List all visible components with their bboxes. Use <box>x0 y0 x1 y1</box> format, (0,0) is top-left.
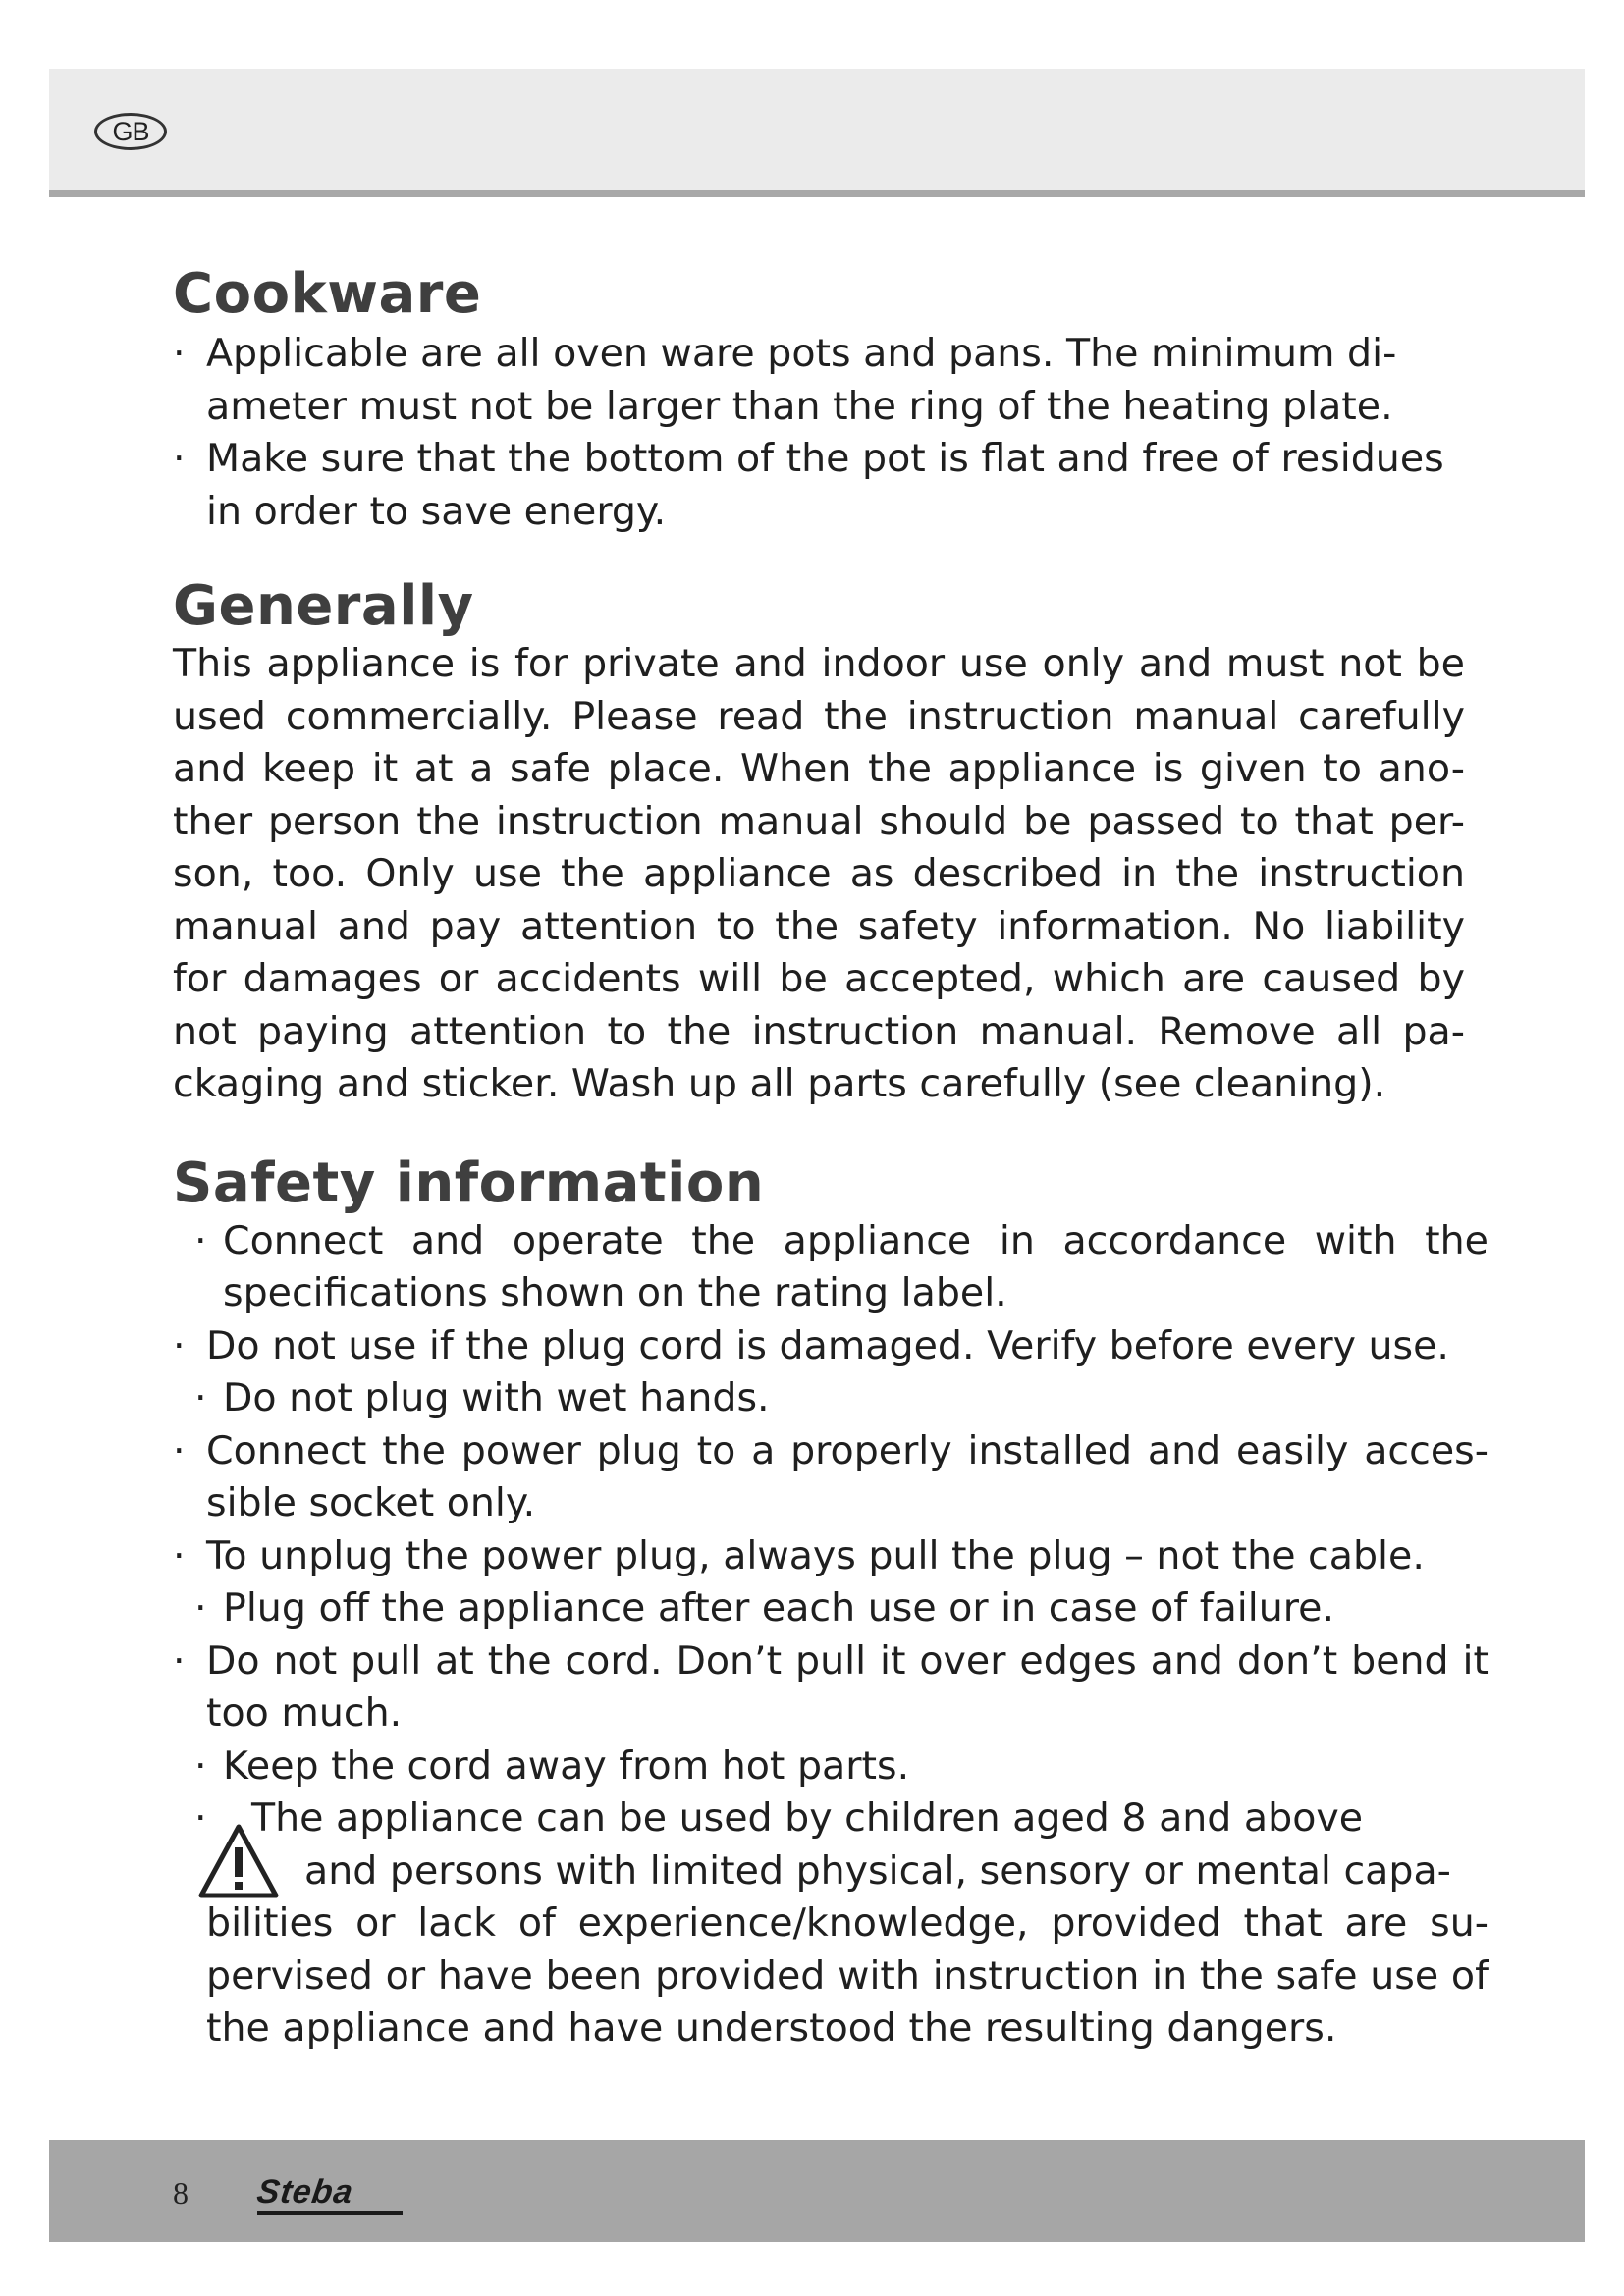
list-item <box>173 1215 1489 1320</box>
heading-cookware: Cookware <box>173 262 482 326</box>
item-text: Do not pull at the cord. Don’t pull it over edges and don’t bend it too much. <box>206 1637 1489 1735</box>
item-text: Do not plug with wet hands. <box>223 1375 770 1420</box>
warning-rest: bilities or lack of experience/knowledge, provided that are su-pervised or have been provided with instruction in the safe use of the appliance and have understood the resulting dangers. <box>206 1900 1489 2051</box>
list-item <box>173 1635 1489 1740</box>
heading-safety-information: Safety information <box>173 1150 765 1215</box>
list-item <box>173 1372 1489 1425</box>
page-header <box>49 69 1585 197</box>
line: ameter must not be larger than the ring of the heating plate. <box>206 383 1393 429</box>
list-item <box>173 328 1489 433</box>
bullet: · <box>194 1795 207 1841</box>
item-text: Keep the cord away from hot parts. <box>223 1742 910 1789</box>
heading-generally: Generally <box>173 574 474 638</box>
logo-underline <box>257 2211 403 2215</box>
section-cookware <box>173 263 1489 538</box>
bullet: · <box>173 1427 186 1473</box>
section-safety-information <box>173 1152 1489 2056</box>
warning-line-1: The appliance can be used by children aged 8 and above <box>251 1795 1364 1841</box>
item-text: Connect the power plug to a properly installed and easily acces-sible socket only. <box>206 1427 1489 1525</box>
bullet: · <box>194 1217 207 1263</box>
list-item <box>173 1582 1489 1635</box>
bullet: · <box>173 436 186 481</box>
warning-triangle-icon <box>198 1824 279 1898</box>
line: in order to save energy. <box>206 488 667 534</box>
brand-logo: Steba <box>254 2173 356 2211</box>
list-item <box>173 1425 1489 1530</box>
warning-line-2: and persons with limited physical, sensory or mental capa- <box>304 1847 1451 1894</box>
line: Make sure that the bottom of the pot is flat and free of residues <box>206 436 1444 481</box>
language-badge: GB <box>94 113 167 150</box>
item-text: Plug off the appliance after each use or in case of failure. <box>223 1585 1335 1630</box>
list-item <box>173 1530 1489 1583</box>
bullet: · <box>194 1585 207 1630</box>
bullet: · <box>173 1532 186 1578</box>
generally-paragraph: This appliance is for private and indoor use only and must not be used commercially. Please read the instruction manual carefully and keep it at a safe place. When the appliance is given to ano-ther person the instruction manual should be passed to that per-son, too. Only use the appliance as described in the instruction manual and pay attention to the safety information. No liability for damages or accidents will be accepted, which are caused by not paying attention to the instruction manual. Remove all pa-ckaging and sticker. Wash up all parts carefully (see cleaning). <box>173 641 1465 1106</box>
list-item-warning <box>173 1792 1489 2056</box>
line: Applicable are all oven ware pots and pans. The minimum di- <box>206 331 1397 376</box>
bullet: · <box>173 1322 186 1368</box>
safety-list <box>173 1215 1489 2056</box>
bullet: · <box>173 331 186 376</box>
bullet: · <box>194 1742 207 1789</box>
page-number: 8 <box>173 2175 189 2211</box>
section-generally <box>173 575 1489 1111</box>
bullet: · <box>194 1375 207 1420</box>
item-text: Connect and operate the appliance in accordance with the specifications shown on the rating label. <box>223 1217 1489 1315</box>
list-item <box>173 1740 1489 1793</box>
bullet: · <box>173 1637 186 1683</box>
item-text: To unplug the power plug, always pull the plug – not the cable. <box>206 1532 1425 1578</box>
page-content <box>173 263 1489 2056</box>
list-item <box>173 1320 1489 1373</box>
item-text: Do not use if the plug cord is damaged. Verify before every use. <box>206 1322 1449 1368</box>
page-footer <box>49 2140 1585 2242</box>
cookware-list <box>173 328 1489 538</box>
list-item <box>173 433 1489 538</box>
